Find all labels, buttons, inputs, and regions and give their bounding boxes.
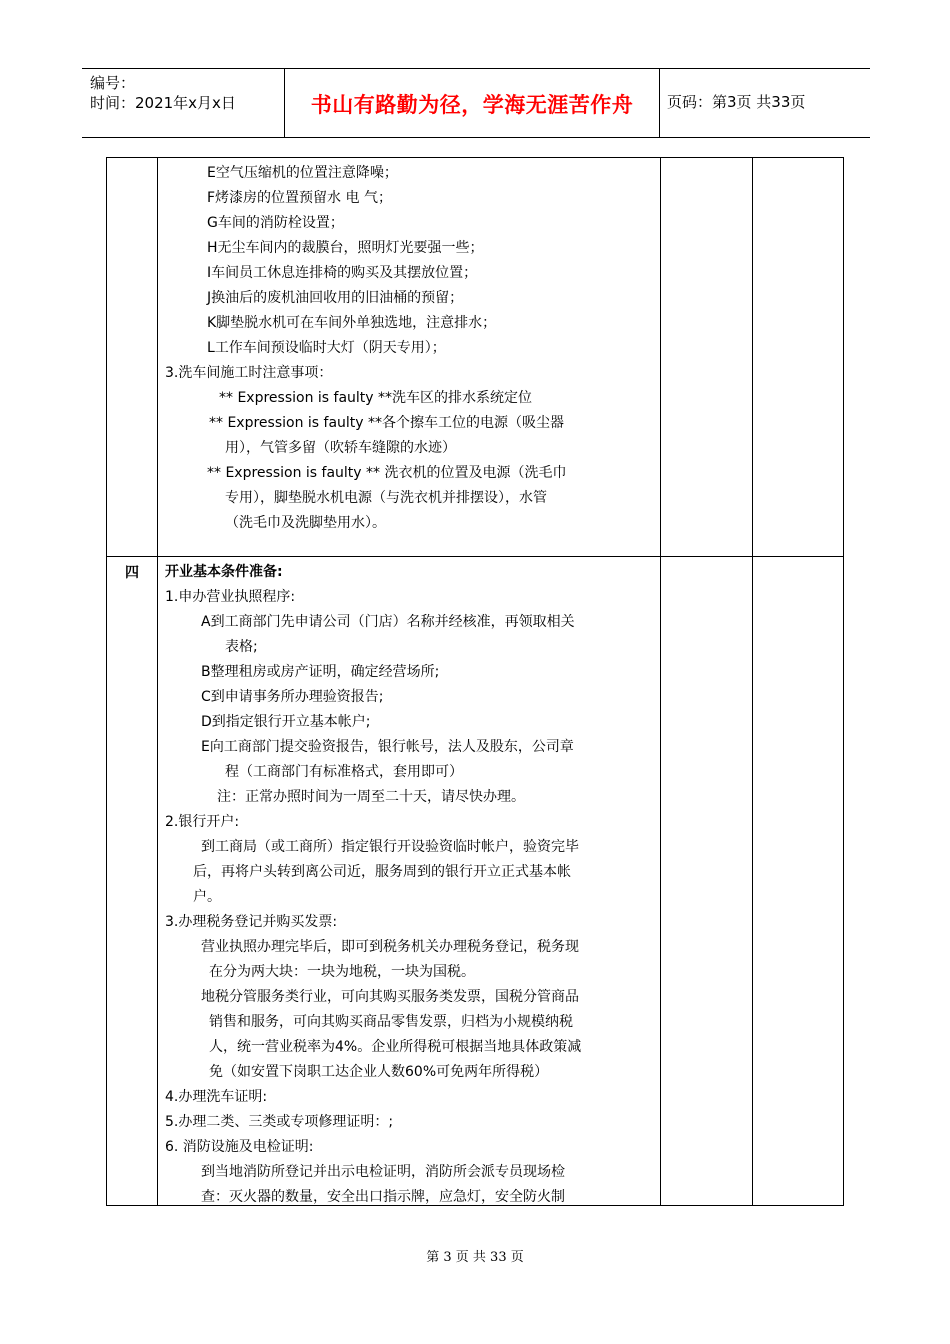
paragraph-line: 到工商局（或工商所）指定银行开设验资临时帐户，验资完毕	[201, 839, 579, 855]
paragraph-line: 到当地消防所登记并出示电检证明，消防所会派专员现场检	[201, 1164, 565, 1180]
paragraph-line: 人，统一营业税率为4%。企业所得税可根据当地具体政策减	[209, 1039, 582, 1055]
list-heading: 3.办理税务登记并购买发票:	[165, 914, 338, 930]
list-item: D到指定银行开立基本帐户;	[201, 714, 371, 730]
list-item: E向工商部门提交验资报告，银行帐号，法人及股东，公司章	[201, 739, 574, 755]
header-divider	[659, 69, 660, 137]
paragraph-line: 户。	[193, 889, 221, 905]
paragraph-line: 在分为两大块：一块为地税，一块为国税。	[209, 964, 475, 980]
list-item: C到申请事务所办理验资报告;	[201, 689, 384, 705]
list-item: （洗毛巾及洗脚垫用水）。	[225, 515, 386, 531]
header-meta	[90, 73, 236, 113]
list-heading: 1.申办营业执照程序:	[165, 589, 296, 605]
list-item: J换油后的废机油回收用的旧油桶的预留；	[207, 290, 464, 306]
row-divider	[107, 556, 843, 557]
list-item: B整理租房或房产证明，确定经营场所;	[201, 664, 440, 680]
page-footer: 第 3 页 共 33 页	[426, 1250, 524, 1265]
header-page-info: 页码：第3页 共33页	[667, 93, 806, 111]
list-item: 用），气管多留（吹轿车缝隙的水迹）	[225, 440, 456, 456]
paragraph-line: 查：灭火器的数量，安全出口指示牌，应急灯，安全防火制	[201, 1189, 565, 1205]
section-number: 四	[125, 565, 139, 581]
list-item: 专用），脚垫脱水机电源（与洗衣机并排摆设），水管	[225, 490, 547, 506]
list-item: I车间员工休息连排椅的购买及其摆放位置；	[207, 265, 478, 281]
note-text: 注：正常办照时间为一周至二十天，请尽快办理。	[217, 789, 525, 805]
list-item: L工作车间预设临时大灯（阴天专用）；	[207, 340, 446, 356]
document-number-label: 编号：	[90, 74, 136, 92]
page-header	[82, 68, 870, 138]
list-item: E空气压缩机的位置注意降噪；	[207, 165, 398, 181]
document-time-label: 时间：2021年x月x日	[90, 94, 236, 112]
column-divider	[157, 158, 158, 1205]
list-heading: 4.办理洗车证明:	[165, 1089, 268, 1105]
list-item: H无尘车间内的裁膜台，照明灯光要强一些；	[207, 240, 484, 256]
list-item: 表格;	[225, 639, 258, 655]
list-item: 程（工商部门有标准格式，套用即可）	[225, 764, 463, 780]
section-title: 开业基本条件准备:	[165, 564, 283, 580]
list-item: ** Expression is faulty **洗车区的排水系统定位	[219, 390, 533, 406]
list-heading: 6. 消防设施及电检证明:	[165, 1139, 314, 1155]
list-heading: 3.洗车间施工时注意事项：	[165, 365, 333, 381]
content-table	[106, 157, 844, 1206]
header-motto: 书山有路勤为径，学海无涯苦作舟	[310, 93, 634, 117]
paragraph-line: 销售和服务，可向其购买商品零售发票，归档为小规模纳税	[209, 1014, 573, 1030]
paragraph-line: 地税分管服务类行业，可向其购买服务类发票，国税分管商品	[201, 989, 579, 1005]
list-heading: 5.办理二类、三类或专项修理证明：;	[165, 1114, 394, 1130]
list-item: G车间的消防栓设置；	[207, 215, 344, 231]
list-item: A到工商部门先申请公司（门店）名称并经核准，再领取相关	[201, 614, 575, 630]
column-divider	[660, 158, 661, 1205]
list-item: F烤漆房的位置预留水 电 气；	[207, 190, 392, 206]
paragraph-line: 营业执照办理完毕后，即可到税务机关办理税务登记，税务现	[201, 939, 579, 955]
list-heading: 2.银行开户:	[165, 814, 240, 830]
list-item: ** Expression is faulty **各个擦车工位的电源（吸尘器	[209, 415, 565, 431]
paragraph-line: 免（如安置下岗职工达企业人数60%可免两年所得税）	[209, 1064, 549, 1080]
list-item: K脚垫脱水机可在车间外单独选地，注意排水；	[207, 315, 497, 331]
list-item: ** Expression is faulty ** 洗衣机的位置及电源（洗毛巾	[207, 465, 567, 481]
paragraph-line: 后，再将户头转到离公司近，服务周到的银行开立正式基本帐	[193, 864, 571, 880]
column-divider	[752, 158, 753, 1205]
